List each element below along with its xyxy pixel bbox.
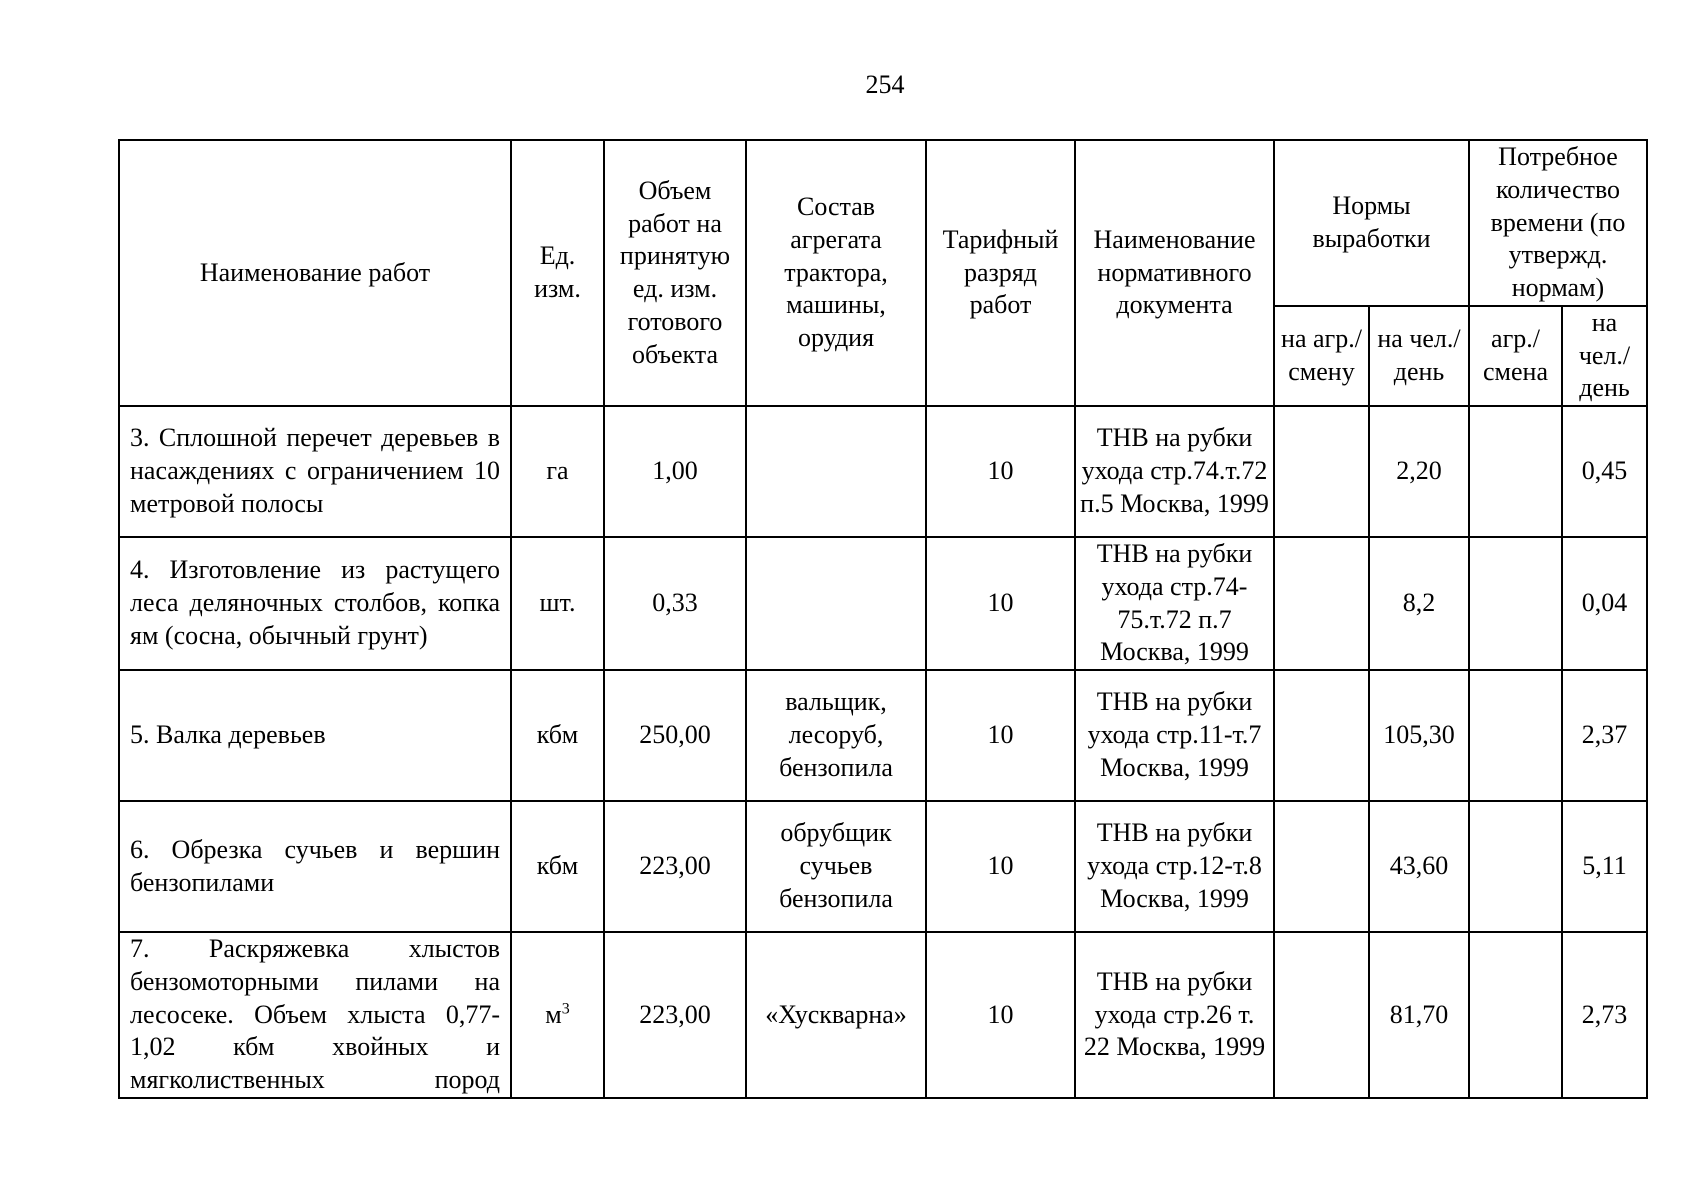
row-work-name: 4. Изготовление из растущего леса деляночных столбов, копка ям (сосна, обычный грунт) [119, 537, 511, 670]
header-norms: Нормы выработки [1274, 140, 1469, 306]
row-time-agr [1469, 406, 1562, 537]
row-norm-man: 81,70 [1369, 932, 1469, 1098]
row-document: ТНВ на рубки ухода стр.12-т.8 Москва, 1999 [1075, 801, 1274, 932]
row-time-agr [1469, 801, 1562, 932]
row-time-man: 5,11 [1562, 801, 1647, 932]
row-document: ТНВ на рубки ухода стр.74.т.72 п.5 Москва, 1999 [1075, 406, 1274, 537]
row-aggregate: вальщик, лесоруб, бензопила [746, 670, 926, 801]
header-document: Наименование нормативного документа [1075, 140, 1274, 406]
header-norm-man: на чел./ день [1369, 306, 1469, 406]
row-unit [511, 932, 604, 1098]
table-row [119, 932, 1647, 1098]
row-tariff: 10 [926, 801, 1075, 932]
header-time-man: на чел./ день [1562, 306, 1647, 406]
row-document: ТНВ на рубки ухода стр.26 т. 22 Москва, 1999 [1075, 932, 1274, 1098]
row-aggregate: «Хускварна» [746, 932, 926, 1098]
row-norm-agr [1274, 406, 1369, 537]
row-norm-man: 43,60 [1369, 801, 1469, 932]
row-volume: 1,00 [604, 406, 746, 537]
header-time-agr: агр./ смена [1469, 306, 1562, 406]
row-volume: 0,33 [604, 537, 746, 670]
header-work-name: Наименование работ [119, 140, 511, 406]
row-norm-agr [1274, 801, 1369, 932]
row-document: ТНВ на рубки ухода стр.11-т.7 Москва, 1999 [1075, 670, 1274, 801]
row-volume: 223,00 [604, 801, 746, 932]
row-volume: 250,00 [604, 670, 746, 801]
row-time-agr [1469, 537, 1562, 670]
row-aggregate: обрубщик сучьев бензопила [746, 801, 926, 932]
header-norm-agr: на агр./ смену [1274, 306, 1369, 406]
row-tariff: 10 [926, 932, 1075, 1098]
row-aggregate [746, 406, 926, 537]
row-time-agr [1469, 932, 1562, 1098]
header-row [119, 140, 1647, 306]
row-document: ТНВ на рубки ухода стр.74-75.т.72 п.7 Москва, 1999 [1075, 537, 1274, 670]
row-time-man: 2,73 [1562, 932, 1647, 1098]
header-volume: Объем работ на принятую ед. изм. готового объекта [604, 140, 746, 406]
row-time-man: 2,37 [1562, 670, 1647, 801]
row-work-name: 5. Валка деревьев [119, 670, 511, 801]
row-work-name: 3. Сплошной перечет деревьев в насаждениях с ограничением 10 метровой полосы [119, 406, 511, 537]
row-time-man: 0,45 [1562, 406, 1647, 537]
header-unit: Ед. изм. [511, 140, 604, 406]
row-norm-agr [1274, 670, 1369, 801]
header-tariff: Тарифный разряд работ [926, 140, 1075, 406]
row-unit: кбм [511, 670, 604, 801]
row-norm-agr [1274, 537, 1369, 670]
table-row [119, 670, 1647, 801]
row-tariff: 10 [926, 406, 1075, 537]
row-tariff: 10 [926, 537, 1075, 670]
page-number: 254 [865, 70, 905, 99]
table-row [119, 406, 1647, 537]
row-norm-agr [1274, 932, 1369, 1098]
table-row [119, 537, 1647, 670]
row-volume: 223,00 [604, 932, 746, 1098]
row-norm-man: 2,20 [1369, 406, 1469, 537]
unit-base: м [545, 999, 562, 1029]
row-time-man: 0,04 [1562, 537, 1647, 670]
row-unit: шт. [511, 537, 604, 670]
row-work-name: 7. Раскряжевка хлыстов бензомоторными пилами на лесосеке. Объем хлыста 0,77-1,02 кбм хвойных и мягколиственных пород [119, 932, 511, 1098]
row-unit: кбм [511, 801, 604, 932]
table-row [119, 801, 1647, 932]
row-norm-man: 105,30 [1369, 670, 1469, 801]
row-aggregate [746, 537, 926, 670]
row-time-agr [1469, 670, 1562, 801]
unit-superscript: 3 [561, 999, 570, 1017]
work-norms-table [118, 139, 1648, 1099]
row-work-name: 6. Обрезка сучьев и вершин бензопилами [119, 801, 511, 932]
row-tariff: 10 [926, 670, 1075, 801]
header-aggregate: Состав агрегата трактора, машины, орудия [746, 140, 926, 406]
row-unit: га [511, 406, 604, 537]
row-norm-man: 8,2 [1369, 537, 1469, 670]
header-time: Потребное количество времени (по утвержд. нормам) [1469, 140, 1647, 306]
